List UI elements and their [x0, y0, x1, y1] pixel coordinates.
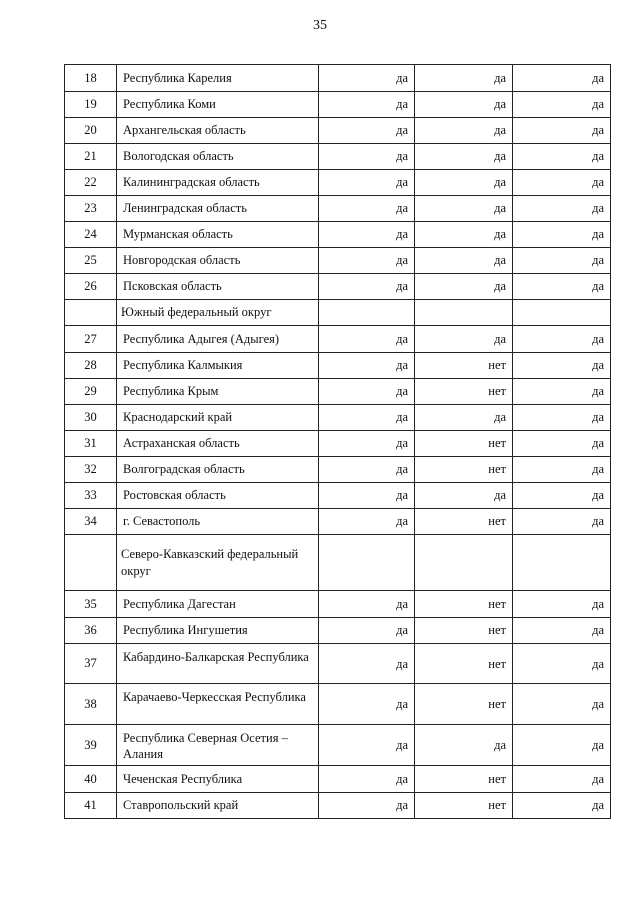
region-name: Республика Адыгея (Адыгея) — [117, 326, 319, 353]
region-name: Новгородская область — [117, 248, 319, 274]
region-name: Чеченская Республика — [117, 766, 319, 793]
region-name: Вологодская область — [117, 144, 319, 170]
value-col-1: да — [319, 725, 415, 766]
value-col-2: нет — [415, 457, 513, 483]
value-col-3: да — [513, 431, 611, 457]
value-col-3: да — [513, 379, 611, 405]
table-row — [65, 65, 611, 92]
value-col-2: нет — [415, 684, 513, 725]
value-col-3: да — [513, 274, 611, 300]
value-col-2: да — [415, 326, 513, 353]
table-row — [65, 618, 611, 644]
row-number-empty — [65, 535, 117, 591]
row-number: 21 — [65, 144, 117, 170]
value-col-3: да — [513, 118, 611, 144]
value-col-2: да — [415, 92, 513, 118]
value-col-2: да — [415, 65, 513, 92]
region-name: Краснодарский край — [117, 405, 319, 431]
value-col-2: нет — [415, 644, 513, 684]
row-number: 22 — [65, 170, 117, 196]
value-col-2: нет — [415, 618, 513, 644]
row-number: 35 — [65, 591, 117, 618]
value-col-1: да — [319, 618, 415, 644]
value-col-2: да — [415, 483, 513, 509]
district-row — [65, 535, 611, 591]
value-col-1: да — [319, 793, 415, 819]
value-col-3: да — [513, 170, 611, 196]
region-name: г. Севастополь — [117, 509, 319, 535]
table-row — [65, 509, 611, 535]
row-number: 31 — [65, 431, 117, 457]
region-name: Ленинградская область — [117, 196, 319, 222]
row-number: 20 — [65, 118, 117, 144]
value-col-3: да — [513, 65, 611, 92]
value-col-3: да — [513, 644, 611, 684]
value-col-1: да — [319, 274, 415, 300]
region-name: Республика Ингушетия — [117, 618, 319, 644]
value-col-2: да — [415, 222, 513, 248]
table-row — [65, 196, 611, 222]
region-name: Республика Калмыкия — [117, 353, 319, 379]
value-col-2 — [415, 535, 513, 591]
value-col-2: нет — [415, 793, 513, 819]
table-row — [65, 222, 611, 248]
value-col-3: да — [513, 196, 611, 222]
region-name: Архангельская область — [117, 118, 319, 144]
value-col-1: да — [319, 170, 415, 196]
row-number: 34 — [65, 509, 117, 535]
table-row — [65, 170, 611, 196]
table-row — [65, 92, 611, 118]
region-name: Республика Карелия — [117, 65, 319, 92]
value-col-3: да — [513, 222, 611, 248]
region-name: Республика Дагестан — [117, 591, 319, 618]
value-col-1: да — [319, 684, 415, 725]
value-col-3: да — [513, 92, 611, 118]
row-number: 24 — [65, 222, 117, 248]
row-number: 38 — [65, 684, 117, 725]
row-number: 28 — [65, 353, 117, 379]
value-col-1: да — [319, 483, 415, 509]
table-row — [65, 644, 611, 684]
value-col-2: нет — [415, 766, 513, 793]
table-row — [65, 483, 611, 509]
value-col-3: да — [513, 793, 611, 819]
table-row — [65, 725, 611, 766]
table-row — [65, 591, 611, 618]
value-col-3: да — [513, 618, 611, 644]
table-row — [65, 457, 611, 483]
value-col-1: да — [319, 353, 415, 379]
row-number: 26 — [65, 274, 117, 300]
region-name: Астраханская область — [117, 431, 319, 457]
region-name: Псковская область — [117, 274, 319, 300]
region-name: Мурманская область — [117, 222, 319, 248]
region-name: Республика Коми — [117, 92, 319, 118]
value-col-1: да — [319, 644, 415, 684]
value-col-1: да — [319, 457, 415, 483]
value-col-2: нет — [415, 379, 513, 405]
table-row — [65, 274, 611, 300]
region-name: Ставропольский край — [117, 793, 319, 819]
district-row — [65, 300, 611, 326]
row-number: 39 — [65, 725, 117, 766]
table-row — [65, 326, 611, 353]
value-col-3: да — [513, 457, 611, 483]
value-col-1: да — [319, 591, 415, 618]
value-col-2: нет — [415, 591, 513, 618]
row-number: 29 — [65, 379, 117, 405]
region-name: Кабардино-Балкарская Республика — [117, 644, 319, 684]
row-number: 41 — [65, 793, 117, 819]
table-row — [65, 793, 611, 819]
value-col-2: нет — [415, 353, 513, 379]
value-col-2: да — [415, 144, 513, 170]
region-name: Ростовская область — [117, 483, 319, 509]
row-number: 27 — [65, 326, 117, 353]
value-col-3: да — [513, 766, 611, 793]
row-number: 37 — [65, 644, 117, 684]
value-col-2: да — [415, 248, 513, 274]
value-col-1: да — [319, 118, 415, 144]
value-col-3: да — [513, 509, 611, 535]
value-col-2: нет — [415, 509, 513, 535]
table-row — [65, 379, 611, 405]
value-col-2: да — [415, 118, 513, 144]
value-col-1: да — [319, 222, 415, 248]
page-number: 35 — [313, 18, 327, 33]
region-name: Волгоградская область — [117, 457, 319, 483]
district-name: Южный федеральный округ — [117, 300, 319, 326]
value-col-2: да — [415, 196, 513, 222]
row-number: 23 — [65, 196, 117, 222]
value-col-1: да — [319, 326, 415, 353]
table-row — [65, 144, 611, 170]
regions-table — [64, 64, 611, 819]
table-row — [65, 766, 611, 793]
value-col-3: да — [513, 483, 611, 509]
row-number: 25 — [65, 248, 117, 274]
table-row — [65, 248, 611, 274]
table-row — [65, 431, 611, 457]
value-col-1 — [319, 535, 415, 591]
row-number: 32 — [65, 457, 117, 483]
value-col-3: да — [513, 144, 611, 170]
value-col-1: да — [319, 431, 415, 457]
region-name: Республика Северная Осетия – Алания — [117, 725, 319, 766]
row-number: 33 — [65, 483, 117, 509]
table-row — [65, 405, 611, 431]
value-col-3: да — [513, 248, 611, 274]
value-col-3 — [513, 300, 611, 326]
row-number: 18 — [65, 65, 117, 92]
value-col-3: да — [513, 591, 611, 618]
row-number-empty — [65, 300, 117, 326]
row-number: 19 — [65, 92, 117, 118]
value-col-1: да — [319, 92, 415, 118]
value-col-2 — [415, 300, 513, 326]
value-col-2: да — [415, 725, 513, 766]
row-number: 40 — [65, 766, 117, 793]
row-number: 30 — [65, 405, 117, 431]
region-name: Карачаево-Черкесская Республика — [117, 684, 319, 725]
value-col-3: да — [513, 353, 611, 379]
value-col-3: да — [513, 326, 611, 353]
region-name: Республика Крым — [117, 379, 319, 405]
value-col-1: да — [319, 144, 415, 170]
value-col-1: да — [319, 509, 415, 535]
value-col-1 — [319, 300, 415, 326]
value-col-1: да — [319, 766, 415, 793]
value-col-1: да — [319, 65, 415, 92]
value-col-2: да — [415, 274, 513, 300]
table-row — [65, 118, 611, 144]
district-name: Северо-Кавказский федеральный округ — [117, 535, 319, 591]
table-row — [65, 684, 611, 725]
row-number: 36 — [65, 618, 117, 644]
value-col-1: да — [319, 379, 415, 405]
value-col-3 — [513, 535, 611, 591]
value-col-3: да — [513, 684, 611, 725]
value-col-2: нет — [415, 431, 513, 457]
value-col-1: да — [319, 405, 415, 431]
region-name: Калининградская область — [117, 170, 319, 196]
value-col-3: да — [513, 405, 611, 431]
value-col-1: да — [319, 196, 415, 222]
value-col-3: да — [513, 725, 611, 766]
value-col-2: да — [415, 170, 513, 196]
value-col-2: да — [415, 405, 513, 431]
value-col-1: да — [319, 248, 415, 274]
table-row — [65, 353, 611, 379]
